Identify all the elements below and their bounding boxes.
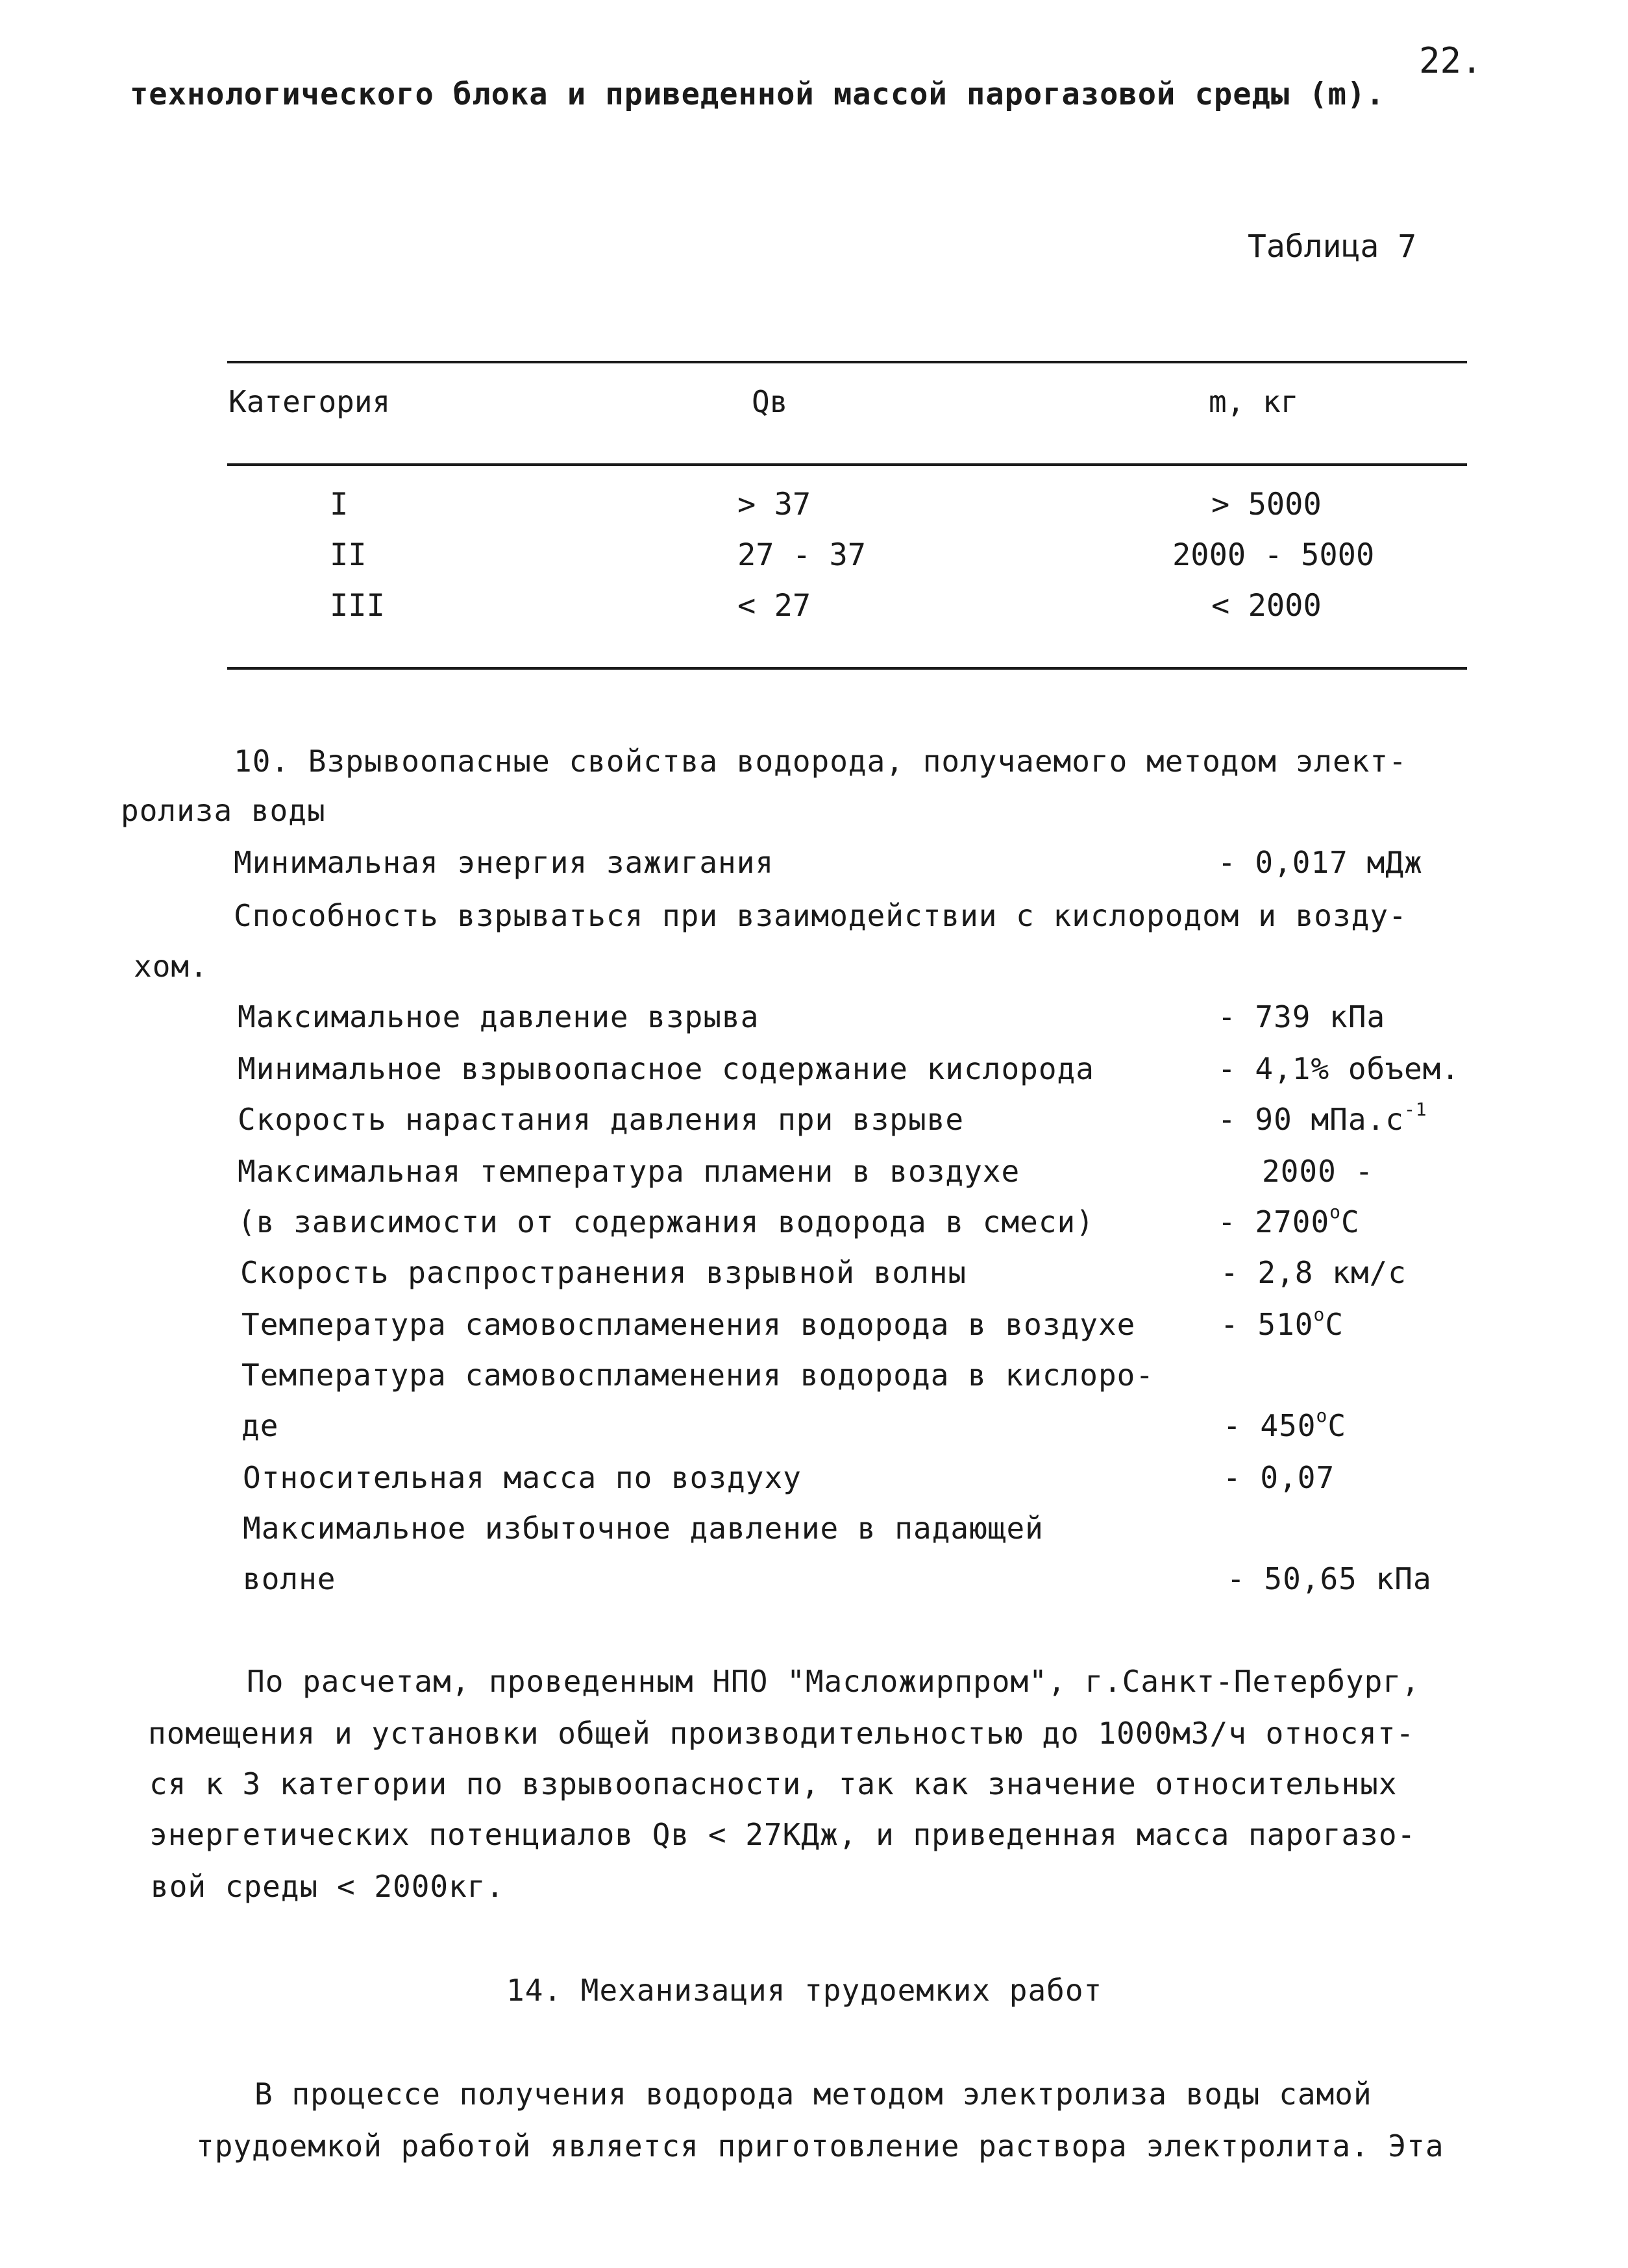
degree-mark: o [1316,1404,1328,1426]
final-paragraph-line: В процессе получения водорода методом электролиза воды самой [254,2077,1372,2112]
pressure-rate-value [1218,1098,1427,1137]
min-energy-label: Минимальная энергия зажигания [234,845,774,880]
celsius-unit: C [1341,1204,1360,1239]
page-number: 22. [1419,40,1483,81]
relative-mass-value: - 0,07 [1223,1460,1335,1495]
calc-paragraph-line: вой среды < 2000кг. [151,1869,505,1904]
table-cell: III [330,588,385,624]
calc-paragraph-line: помещения и установки общей производительностью до 1000м3/ч относят- [148,1716,1415,1751]
max-pressure-value: - 739 кПа [1218,999,1386,1034]
autoignition-air-number: - 510 [1220,1307,1314,1342]
table-cell: 27 - 37 [737,537,867,573]
table-cell: 2000 - 5000 [1172,537,1375,573]
table-cell: < 2000 [1211,588,1322,624]
overpressure-label-line2: волне [243,1561,336,1596]
flame-temp-value-bottom [1218,1201,1360,1239]
autoignition-oxygen-label-line1: Температура самовоспламенения водорода в кислоро- [241,1358,1155,1393]
pressure-rate-number: - 90 мПа.с [1218,1102,1404,1137]
table-header-qv: Qв [752,384,788,419]
intro-line: технологического блока и приведенной массой парогазовой среды (m). [130,77,1385,112]
pressure-rate-exponent: -1 [1403,1098,1427,1120]
min-oxygen-value: - 4,1% объем. [1218,1051,1461,1086]
degree-mark: o [1313,1303,1326,1325]
section10-title-line2: ролиза воды [121,793,326,828]
min-energy-value: - 0,017 мДж [1218,845,1423,880]
flame-temp-label: Максимальная температура пламени в воздухе [238,1154,1020,1189]
table-header-mass: m, кг [1209,384,1299,419]
table-caption: Таблица 7 [1248,228,1417,265]
celsius-unit: C [1325,1307,1344,1342]
table-cell: < 27 [737,588,811,624]
overpressure-label-line1: Максимальное избыточное давление в падающей [243,1511,1044,1546]
ability-line1: Способность взрываться при взаимодействии с кислородом и возду- [234,898,1407,933]
pressure-rate-label: Скорость нарастания давления при взрыве [238,1102,965,1137]
table-bottom-rule [227,667,1467,670]
max-pressure-label: Максимальное давление взрыва [238,999,759,1034]
table-cell: > 37 [737,487,811,522]
celsius-unit: C [1327,1408,1347,1443]
table-header-rule [227,463,1467,466]
table-cell: I [330,487,349,522]
overpressure-value: - 50,65 кПа [1227,1561,1432,1596]
wave-speed-label: Скорость распространения взрывной волны [240,1255,967,1290]
table-cell: > 5000 [1211,487,1322,522]
autoignition-oxygen-value [1223,1404,1347,1443]
autoignition-air-label: Температура самовоспламенения водорода в воздухе [241,1307,1136,1342]
autoignition-oxygen-number: - 450 [1223,1408,1316,1443]
calc-paragraph-line: энергетических потенциалов Qв < 27КДж, и приведенная масса парогазо- [149,1817,1416,1852]
section10-title-line1: 10. Взрывоопасные свойства водорода, получаемого методом элект- [234,744,1407,779]
flame-temp-note: (в зависимости от содержания водорода в смеси) [238,1204,1094,1239]
calc-paragraph-line: ся к 3 категории по взрывоопасности, так как значение относительных [149,1766,1398,1801]
flame-temp-value-top: 2000 - [1262,1154,1374,1189]
wave-speed-value: - 2,8 км/с [1220,1255,1407,1290]
flame-temp-number: - 2700 [1218,1204,1330,1239]
degree-mark: o [1329,1201,1342,1223]
table-header-category: Категория [228,384,391,419]
final-paragraph-line: трудоемкой работой является приготовление раствора электролита. Эта [196,2128,1444,2164]
min-oxygen-label: Минимальное взрывоопасное содержание кислорода [238,1051,1094,1086]
autoignition-air-value [1220,1303,1344,1342]
relative-mass-label: Относительная масса по воздуху [243,1460,802,1495]
table-cell: II [330,537,367,573]
calc-paragraph-line: По расчетам, проведенным НПО "Масложирпром", г.Санкт-Петербург, [247,1664,1420,1699]
ability-line2: хом. [134,949,208,984]
section14-heading: 14. Механизация трудоемких работ [506,1973,1103,2008]
autoignition-oxygen-label-line2: де [241,1408,279,1443]
table-top-rule [227,361,1467,363]
